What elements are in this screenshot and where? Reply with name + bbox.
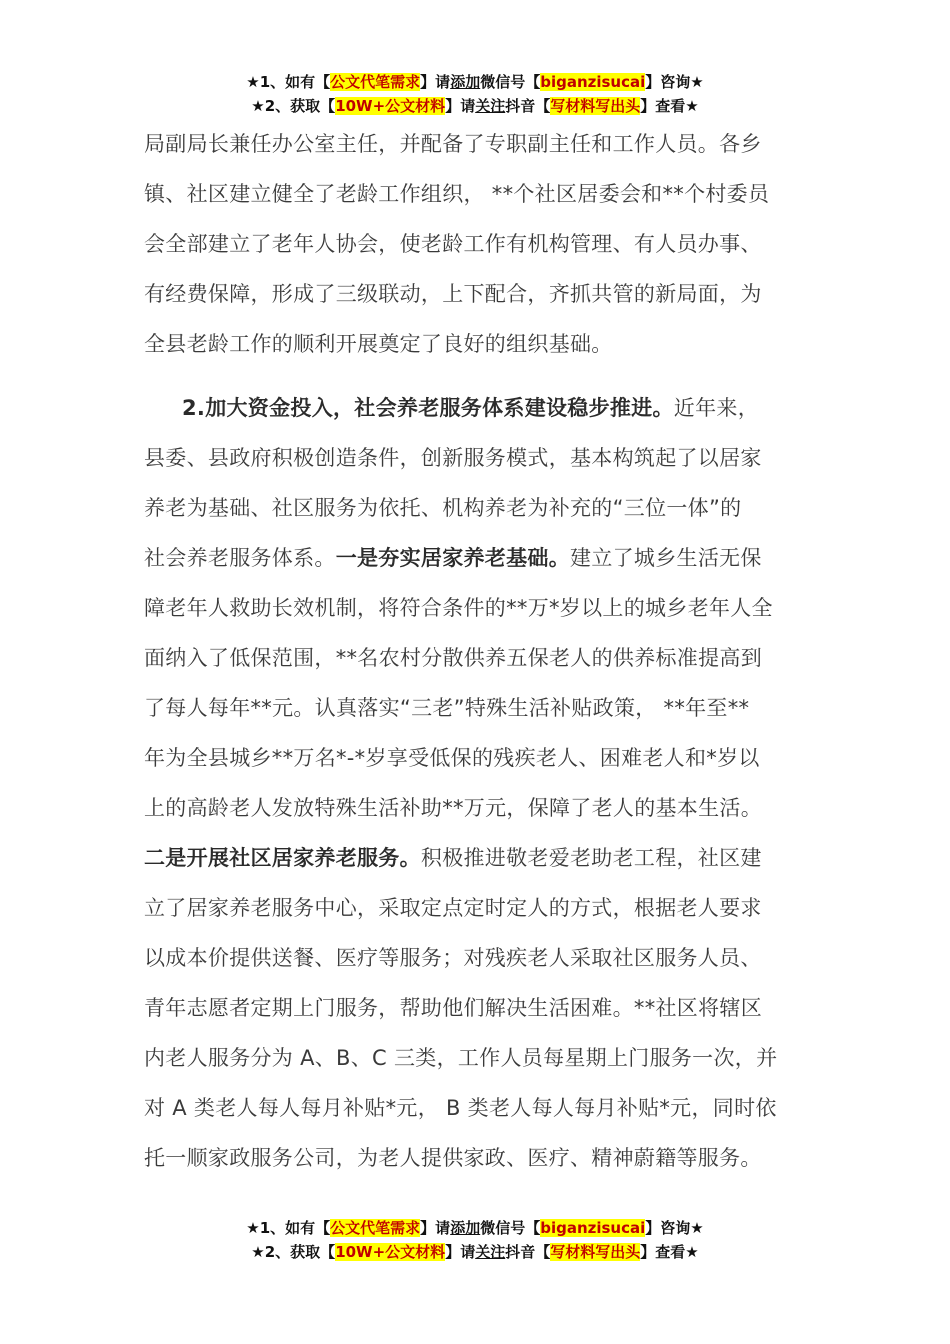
banner-text: 】请 [420, 1219, 451, 1237]
highlight-text: 10W+公文材料 [335, 97, 446, 115]
banner-text: ★2、获取【 [251, 97, 336, 115]
text-line: 镇、社区建立健全了老龄工作组织， **个社区居委会和**个村委员 [144, 182, 770, 206]
banner-text: 】咨询★ [645, 1219, 704, 1237]
document-body [144, 124, 808, 1188]
banner-text: 微信号【 [480, 1219, 541, 1237]
banner-text: 】请 [420, 73, 451, 91]
text-span: 近年来， [673, 396, 759, 420]
text-line [144, 388, 808, 438]
promo-banner-top [0, 70, 950, 118]
text-line: 年为全县城乡**万名*-*岁享受低保的残疾老人、困难老人和*岁以 [144, 746, 760, 770]
text-line: 会全部建立了老年人协会，使老龄工作有机构管理、有人员办事、 [144, 232, 762, 256]
underlined-text: 关注 [475, 97, 506, 115]
banner-text: ★1、如有【 [246, 73, 331, 91]
text-line: 了每人每年**元。认真落实“三老”特殊生活补贴政策， **年至** [144, 696, 750, 720]
text-line: 障老年人救助长效机制，将符合条件的**万*岁以上的城乡老年人全 [144, 596, 773, 620]
text-line: 面纳入了低保范围，**名农村分散供养五保老人的供养标准提高到 [144, 646, 762, 670]
wechat-id-highlight: biganzisucai [540, 1219, 646, 1237]
wechat-id-highlight: biganzisucai [540, 73, 646, 91]
text-line: 有经费保障，形成了三级联动，上下配合，齐抓共管的新局面，为 [144, 282, 762, 306]
paragraph-2 [144, 388, 808, 1188]
highlight-text: 公文代笔需求 [330, 73, 421, 91]
text-line: 局副局长兼任办公室主任，并配备了专职副主任和工作人员。各乡 [144, 132, 762, 156]
highlight-text: 公文代笔需求 [330, 1219, 421, 1237]
text-line: 内老人服务分为 A、B、C 三类，工作人员每星期上门服务一次，并 [144, 1046, 778, 1070]
text-line: 上的高龄老人发放特殊生活补助**万元，保障了老人的基本生活。 [144, 796, 762, 820]
point-heading-2: 二是开展社区居家养老服务。 [144, 846, 421, 870]
promo-line-1 [0, 70, 950, 94]
text-line: 县委、县政府积极创造条件，创新服务模式，基本构筑起了以居家 [144, 446, 762, 470]
text-line: 全县老龄工作的顺利开展奠定了良好的组织基础。 [144, 332, 613, 356]
highlight-text: 10W+公文材料 [335, 1243, 446, 1261]
underlined-text: 关注 [475, 1243, 506, 1261]
point-heading-1: 一是夯实居家养老基础。 [335, 546, 571, 570]
text-line [144, 538, 808, 588]
underlined-text: 添加 [450, 73, 481, 91]
text-line [144, 838, 808, 888]
text-span: 社会养老服务体系。 [144, 546, 336, 570]
promo-line-2 [0, 1240, 950, 1264]
banner-text: 】请 [445, 1243, 476, 1261]
douyin-id-highlight: 写材料写出头 [550, 1243, 641, 1261]
text-line: 青年志愿者定期上门服务，帮助他们解决生活困难。**社区将辖区 [144, 996, 762, 1020]
banner-text: ★1、如有【 [246, 1219, 331, 1237]
banner-text: 抖音【 [505, 97, 551, 115]
promo-line-1 [0, 1216, 950, 1240]
banner-text: 微信号【 [480, 73, 541, 91]
promo-line-2 [0, 94, 950, 118]
banner-text: 】查看★ [640, 1243, 699, 1261]
paragraph-1 [144, 124, 808, 374]
promo-banner-bottom [0, 1216, 950, 1264]
douyin-id-highlight: 写材料写出头 [550, 97, 641, 115]
banner-text: 】请 [445, 97, 476, 115]
underlined-text: 添加 [450, 1219, 481, 1237]
text-line: 对 A 类老人每人每月补贴*元， B 类老人每人每月补贴*元，同时依 [144, 1096, 777, 1120]
banner-text: 抖音【 [505, 1243, 551, 1261]
text-line: 以成本价提供送餐、医疗等服务；对残疾老人采取社区服务人员、 [144, 946, 762, 970]
section-heading: 2.加大资金投入，社会养老服务体系建设稳步推进。 [182, 396, 674, 420]
banner-text: ★2、获取【 [251, 1243, 336, 1261]
banner-text: 】查看★ [640, 97, 699, 115]
text-line: 托一顺家政服务公司，为老人提供家政、医疗、精神蔚籍等服务。 [144, 1146, 762, 1170]
text-span: 积极推进敬老爱老助老工程，社区建 [420, 846, 762, 870]
text-line: 立了居家养老服务中心，采取定点定时定人的方式，根据老人要求 [144, 896, 762, 920]
text-line: 养老为基础、社区服务为依托、机构养老为补充的“三位一体”的 [144, 496, 742, 520]
banner-text: 】咨询★ [645, 73, 704, 91]
text-span: 建立了城乡生活无保 [570, 546, 762, 570]
